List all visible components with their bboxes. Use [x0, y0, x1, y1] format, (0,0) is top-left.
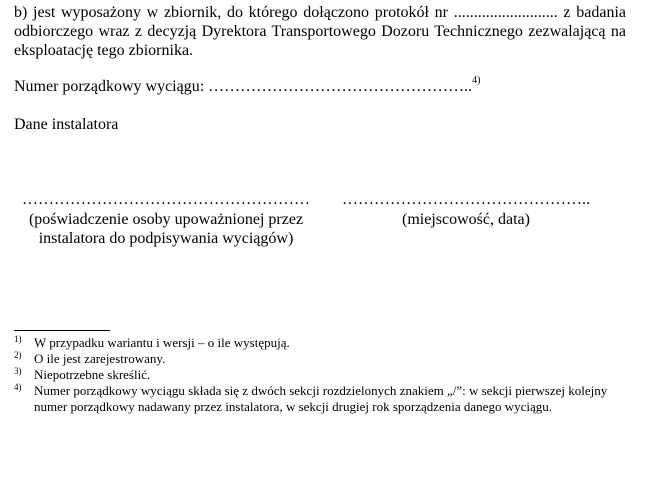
signature-block-left	[10, 190, 322, 248]
footnote-marker: 1)	[14, 334, 22, 344]
signature-dotted-line: ………………………………………………	[22, 191, 310, 208]
place-date-dotted-line: ………………………………………..	[342, 191, 590, 208]
footnotes	[14, 335, 626, 415]
dane-instalatora-heading: Dane instalatora	[14, 116, 119, 133]
footnote-marker: 2)	[14, 350, 22, 360]
footnote-item	[14, 335, 626, 351]
footnote-item	[14, 351, 626, 367]
signature-caption: (poświadczenie osoby upoważnionej przez instalatora do podpisywania wyciągów)	[28, 211, 304, 247]
place-date-block	[320, 190, 612, 229]
footnote-text: O ile jest zarejestrowany.	[34, 351, 166, 366]
numer-porzadkowy-label: Numer porządkowy wyciągu: …………………………………………..	[14, 78, 473, 95]
place-date-caption: (miejscowość, data)	[402, 211, 530, 228]
footnote-text: Niepotrzebne skreślić.	[34, 367, 151, 382]
footnote-item	[14, 367, 626, 383]
footnote-text: W przypadku wariantu i wersji – o ile występują.	[34, 335, 290, 350]
footnote-separator	[14, 330, 110, 331]
footnote-reference: 4)	[472, 74, 481, 86]
paragraph-b: b) jest wyposażony w zbiornik, do którego dołączono protokół nr .......................... z badania odbiorczego wraz z decyzją Dyrektora Transportowego Dozoru Technicznego zezwalającą na eksploatację tego zbiornika.	[14, 4, 626, 59]
numer-porzadkowy-line	[14, 74, 481, 96]
footnote-text: Numer porządkowy wyciągu składa się z dwóch sekcji rozdzielonych znakiem „/”: w sekcji pierwszej kolejny numer porządkowy nadawany przez instalatora, w sekcji drugiej rok sporządzenia danego wyciągu.	[34, 383, 608, 414]
footnote-marker: 4)	[14, 382, 22, 392]
footnote-marker: 3)	[14, 366, 22, 376]
footnote-item	[14, 383, 626, 415]
